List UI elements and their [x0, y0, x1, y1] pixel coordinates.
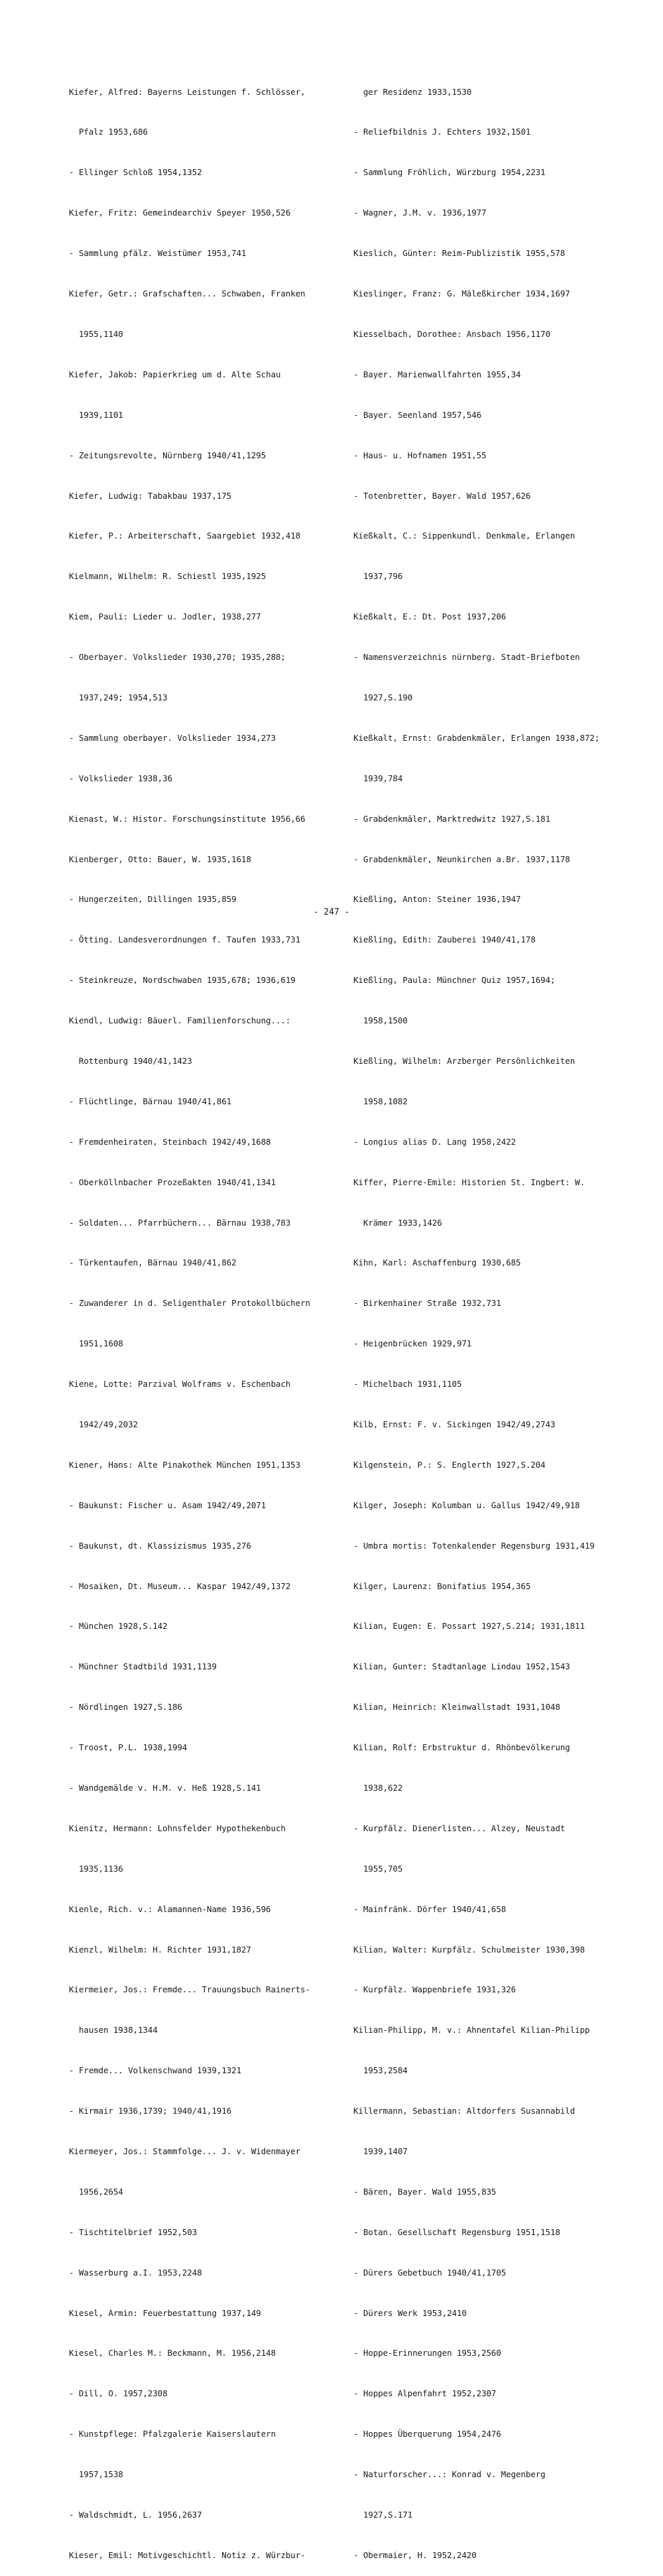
index-line: - Oberköllnbacher Prozeßakten 1940/41,1341: [69, 1177, 276, 1187]
index-line: Kiefer, Ludwig: Tabakbau 1937,175: [69, 490, 232, 501]
index-line: - Tischtitelbrief 1952,503: [69, 2226, 198, 2237]
index-line: Kiefer, Getr.: Grafschaften... Schwaben, Franken: [69, 289, 306, 299]
index-line: 1955,705: [353, 1863, 403, 1874]
index-line: 1955,1140: [69, 328, 123, 339]
index-line: - Flüchtlinge, Bärnau 1940/41,861: [69, 1096, 232, 1106]
index-line: 1935,1136: [69, 1863, 123, 1874]
index-line: - Nördlingen 1927,S.186: [69, 1702, 182, 1712]
index-line: - Sammlung oberbayer. Volkslieder 1934,273: [69, 732, 276, 743]
index-line: Kilian, Rolf: Erbstruktur d. Rhönbevölkerung: [353, 1742, 570, 1753]
index-line: - Totenbretter, Bayer. Wald 1957,626: [353, 490, 531, 501]
index-line: Kiesel, Armin: Feuerbestattung 1937,149: [69, 2307, 261, 2318]
index-line: - Heigenbrücken 1929,971: [353, 1338, 472, 1349]
index-column-right: [353, 58, 632, 2576]
index-line: - Fremdenheiraten, Steinbach 1942/49,1688: [69, 1136, 271, 1147]
index-line: - Umbra mortis: Totenkalender Regensburg 1931,419: [353, 1540, 595, 1551]
index-line: Kilian, Eugen: E. Possart 1927,S.214; 1931,1811: [353, 1621, 585, 1632]
index-line: - Kirmair 1936,1739; 1940/41,1916: [69, 2106, 232, 2116]
index-line: 1951,1608: [69, 1338, 123, 1349]
index-line: Kießkalt, E.: Dt. Post 1937,206: [353, 612, 507, 622]
index-line: - Waldschmidt, L. 1956,2637: [69, 2510, 202, 2520]
index-line: - Bayer. Seenland 1957,546: [353, 409, 482, 420]
index-line: Kießling, Anton: Steiner 1936,1947: [353, 894, 521, 905]
index-line: Pfalz 1953,686: [69, 127, 148, 137]
index-line: Kießkalt, C.: Sippenkundl. Denkmale, Erlangen: [353, 531, 575, 541]
index-line: Kiefer, Alfred: Bayerns Leistungen f. Schlösser,: [69, 86, 306, 97]
index-line: Kiermeier, Jos.: Fremde... Trauungsbuch Rainerts-: [69, 1984, 310, 1995]
index-line: - Baukunst: Fischer u. Asam 1942/49,2071: [69, 1500, 267, 1510]
index-line: - Volkslieder 1938,36: [69, 773, 172, 783]
index-line: - Türkentaufen, Bärnau 1940/41,862: [69, 1257, 237, 1268]
index-line: Kilger, Joseph: Kolumban u. Gallus 1942/49,918: [353, 1500, 580, 1510]
index-line: - Botan. Gesellschaft Regensburg 1951,1518: [353, 2226, 560, 2237]
index-line: Kiener, Hans: Alte Pinakothek München 1951,1353: [69, 1459, 301, 1470]
index-line: 1958,1500: [353, 1015, 408, 1026]
index-line: Kilgenstein, P.: S. Englerth 1927,S.204: [353, 1459, 546, 1470]
index-line: - Münchner Stadtbild 1931,1139: [69, 1661, 217, 1672]
index-line: - Hoppe-Erinnerungen 1953,2560: [353, 2348, 501, 2358]
index-line: 1939,1407: [353, 2146, 408, 2157]
index-line: - Kurpfälz. Dienerlisten... Alzey, Neustadt: [353, 1823, 566, 1833]
index-line: - Kunstpflege: Pfalzgalerie Kaiserslautern: [69, 2429, 276, 2439]
index-line: 1956,2654: [69, 2186, 123, 2197]
index-line: - Namensverzeichnis nürnberg. Stadt-Briefboten: [353, 652, 580, 663]
index-line: - Bayer. Marienwallfahrten 1955,34: [353, 369, 521, 379]
index-line: Kiefer, Fritz: Gemeindearchiv Speyer 1950,526: [69, 208, 291, 218]
index-line: - Michelbach 1931,1105: [353, 1379, 462, 1389]
index-line: Kiendl, Ludwig: Bäuerl. Familienforschung...:: [69, 1015, 291, 1026]
index-line: Kienitz, Hermann: Lohnsfelder Hypothekenbuch: [69, 1823, 286, 1833]
index-line: Kießkalt, Ernst: Grabdenkmäler, Erlangen 1938,872;: [353, 732, 600, 743]
index-line: - Bären, Bayer. Wald 1955,835: [353, 2186, 497, 2197]
index-line: - Zeitungsrevolte, Nürnberg 1940/41,1295: [69, 450, 267, 460]
index-line: - Hungerzeiten, Dillingen 1935,859: [69, 894, 237, 905]
index-line: - München 1928,S.142: [69, 1621, 168, 1632]
index-line: - Soldaten... Pfarrbüchern... Bärnau 1938,783: [69, 1217, 291, 1228]
index-line: - Wagner, J.M. v. 1936,1977: [353, 208, 487, 218]
index-line: - Zuwanderer in d. Seligenthaler Protokollbüchern: [69, 1298, 310, 1309]
index-line: 1953,2584: [353, 2065, 408, 2076]
index-line: - Baukunst, dt. Klassizismus 1935,276: [69, 1540, 251, 1551]
index-line: Kienast, W.: Histor. Forschungsinstitute 1956,66: [69, 813, 306, 824]
index-line: - Reliefbildnis J. Echters 1932,1501: [353, 127, 531, 137]
index-line: - Fremde... Volkenschwand 1939,1321: [69, 2065, 241, 2076]
index-line: - Mosaiken, Dt. Museum... Kaspar 1942/49,1372: [69, 1580, 291, 1591]
index-line: 1937,796: [353, 571, 403, 582]
index-line: 1939,784: [353, 773, 403, 783]
index-line: 1958,1082: [353, 1096, 408, 1106]
index-line: - Dürers Werk 1953,2410: [353, 2307, 467, 2318]
index-line: Kiefer, Jakob: Papierkrieg um d. Alte Schau: [69, 369, 281, 379]
index-line: Kiesselbach, Dorothee: Ansbach 1956,1170: [353, 328, 551, 339]
index-line: Kilian, Heinrich: Kleinwallstadt 1931,1048: [353, 1702, 560, 1712]
index-line: Kiem, Pauli: Lieder u. Jodler, 1938,277: [69, 612, 261, 622]
index-line: Kiene, Lotte: Parzival Wolframs v. Eschenbach: [69, 1379, 291, 1389]
index-line: Kilb, Ernst: F. v. Sickingen 1942/49,2743: [353, 1419, 556, 1429]
index-line: - Hoppes Alpenfahrt 1952,2307: [353, 2388, 497, 2399]
index-line: - Sammlung pfälz. Weistümer 1953,741: [69, 248, 247, 259]
index-line: - Dürers Gebetbuch 1940/41,1705: [353, 2267, 507, 2278]
index-line: Kihn, Karl: Aschaffenburg 1930,685: [353, 1257, 521, 1268]
page-number: - 247 -: [313, 907, 350, 917]
index-line: - Sammlung Fröhlich, Würzburg 1954,2231: [353, 167, 546, 178]
index-column-left: [69, 58, 341, 2576]
index-line: Krämer 1933,1426: [353, 1217, 442, 1228]
index-line: Kiffer, Pierre-Emile: Historien St. Ingbert: W.: [353, 1177, 585, 1187]
index-line: Kieslinger, Franz: G. Mäleßkircher 1934,1697: [353, 289, 570, 299]
index-line: Kienzl, Wilhelm: H. Richter 1931,1827: [69, 1944, 251, 1955]
index-line: Kießling, Paula: Münchner Quiz 1957,1694;: [353, 975, 556, 986]
index-line: Kilian-Philipp, M. v.: Ahnentafel Kilian-Philipp: [353, 2025, 590, 2035]
index-line: Kieslich, Günter: Reim-Publizistik 1955,578: [353, 248, 566, 259]
index-line: - Dill, O. 1957,2308: [69, 2388, 168, 2399]
index-line: - Steinkreuze, Nordschwaben 1935,678; 1936,619: [69, 975, 296, 986]
index-line: 1957,1538: [69, 2469, 123, 2480]
index-line: Kiefer, P.: Arbeiterschaft, Saargebiet 1932,418: [69, 531, 301, 541]
index-line: 1927,S.171: [353, 2510, 413, 2520]
index-line: Kießling, Edith: Zauberei 1940/41,178: [353, 934, 536, 945]
index-line: 1937,249; 1954,513: [69, 692, 168, 702]
index-line: Kienberger, Otto: Bauer, W. 1935,1618: [69, 854, 251, 864]
index-line: - Mainfränk. Dörfer 1940/41,658: [353, 1903, 507, 1914]
index-line: Kiermeyer, Jos.: Stammfolge... J. v. Widenmayer: [69, 2146, 301, 2157]
index-line: - Troost, P.L. 1938,1994: [69, 1742, 188, 1753]
index-line: - Hoppes Überquerung 1954,2476: [353, 2429, 501, 2439]
index-line: - Obermaier, H. 1952,2420: [353, 2549, 477, 2560]
index-line: - Grabdenkmäler, Marktredwitz 1927,S.181: [353, 813, 551, 824]
index-line: - Ötting. Landesverordnungen f. Taufen 1933,731: [69, 934, 301, 945]
index-line: 1942/49,2032: [69, 1419, 138, 1429]
index-line: hausen 1938,1344: [69, 2025, 158, 2035]
index-line: - Birkenhainer Straße 1932,731: [353, 1298, 501, 1309]
index-line: ger Residenz 1933,1530: [353, 86, 472, 97]
index-line: Rottenburg 1940/41,1423: [69, 1055, 192, 1066]
index-line: - Kurpfälz. Wappenbriefe 1931,326: [353, 1984, 516, 1995]
index-line: - Wandgemälde v. H.M. v. Heß 1928,S.141: [69, 1783, 261, 1793]
index-line: Kielmann, Wilhelm: R. Schiestl 1935,1925: [69, 571, 267, 582]
index-line: Kiesel, Charles M.: Beckmann, M. 1956,2148: [69, 2348, 276, 2358]
index-line: 1927,S.190: [353, 692, 413, 702]
index-line: Kienle, Rich. v.: Alamannen-Name 1936,596: [69, 1903, 271, 1914]
index-line: Kilger, Laurenz: Bonifatius 1954,365: [353, 1580, 531, 1591]
index-line: - Oberbayer. Volkslieder 1930,270; 1935,288;: [69, 652, 286, 663]
index-line: Kieser, Emil: Motivgeschichtl. Notiz z. Würzbur-: [69, 2549, 306, 2560]
index-line: Kilian, Gunter: Stadtanlage Lindau 1952,1543: [353, 1661, 570, 1672]
index-line: - Longius alias D. Lang 1958,2422: [353, 1136, 516, 1147]
index-line: 1939,1101: [69, 409, 123, 420]
index-line: - Naturforscher...: Konrad v. Megenberg: [353, 2469, 546, 2480]
index-line: 1938,622: [353, 1783, 403, 1793]
index-line: - Grabdenkmäler, Neunkirchen a.Br. 1937,1178: [353, 854, 570, 864]
index-line: - Ellinger Schloß 1954,1352: [69, 167, 202, 178]
index-line: Kießling, Wilhelm: Arzberger Persönlichkeiten: [353, 1055, 575, 1066]
index-line: - Wasserburg a.I. 1953,2248: [69, 2267, 202, 2278]
index-line: Kilian, Walter: Kurpfälz. Schulmeister 1930,398: [353, 1944, 585, 1955]
index-line: - Haus- u. Hofnamen 1951,55: [353, 450, 487, 460]
index-line: Killermann, Sebastian: Altdorfers Susannabild: [353, 2106, 575, 2116]
